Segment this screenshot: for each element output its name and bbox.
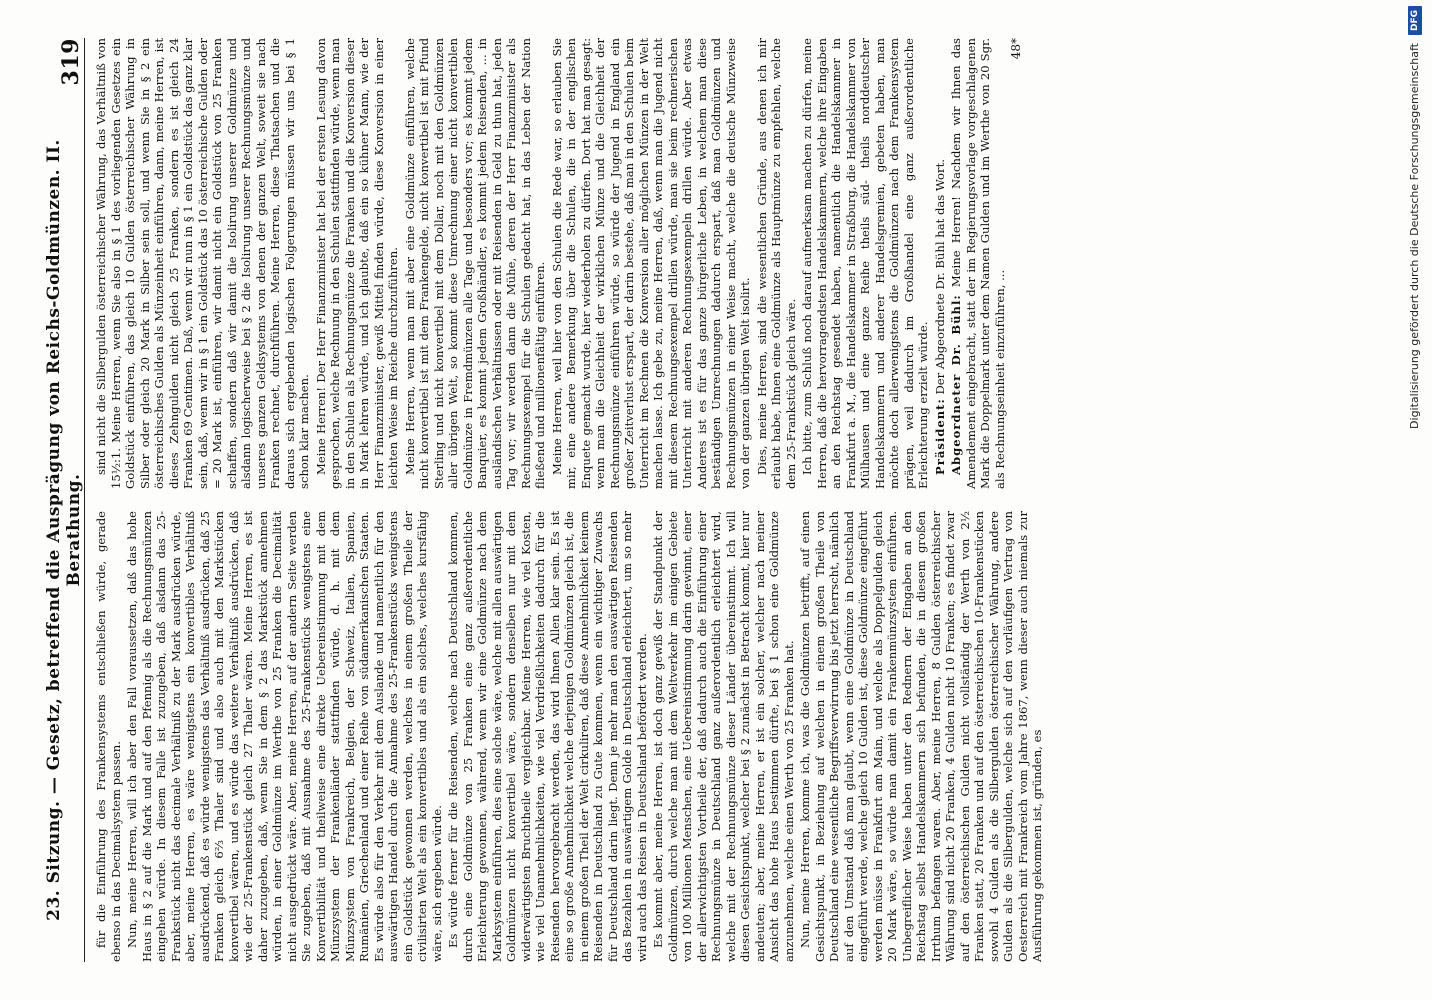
paragraph: Nun, meine Herren, will ich aber den Fall voraussetzen, daß das hohe Haus in § 2 auf die Mark und auf den Pfennig als die Rechnungsmünzen eingehen würde. In diesem Falle ist zuzugeben, daß alsdann das 25-Frankstück nicht das decimale Verhältniß zu der Mark ausdrücken würde, aber, meine Herren, es wäre wenigstens ein konvertibles Verhältniß ausdrückend, daß es würde wenigstens das Verhältniß ausdrücken, daß 25 Franken gleich 6⅔ Thaler sind und also auch mit den Markstücken konvertibel wären, und es würde das weitere Verhältniß ausdrücken, daß wie der 25-Frankenstück gleich 27 Thaler wären. Meine Herren, es ist daher zuzugeben, daß, wenn Sie in dem § 2 das Markstück annehmen würden, in einer Goldmünze im Werthe von 25 Franken die Decimalität nicht ausgedrückt wäre. Aber, meine Herren, auf der andern Seite werden Sie zugeben, daß mit Ausnahme des 25-Frankenstücks wenigstens eine Konvertibilität und theilweise eine direkte Uebereinstimmung mit dem Münzsystem der Frankenländer stattfinden würde, d. h. mit dem Münzsystem von Frankreich, Belgien, der Schweiz, Italien, Spanien, Rumänien, Griechenland und einer Reihe von südamerikanischen Staaten. Es würde also für den Verkehr mit dem Auslande und namentlich für den auswärtigen Handel durch die Annahme des 25-Frankenstücks wenigstens ein Goldstück gewonnen werden, welches in einem großen Theile der civilisirten Welt als ein konvertibles und als ein solches, welches kursfähig wäre, sich ergeben würde. (125, 511, 444, 962)
left-column (94, 511, 1380, 962)
page-number: 319 (58, 38, 84, 86)
speech-paragraph (933, 38, 948, 489)
paragraph: sind nicht die Silbergulden österreichischer Währung, das Verhältniß von 15½:1. Meine Herren, wenn Sie also in § 1 des vorliegenden Gesetzes ein Goldstück einführen, das gleich 10 Gulden österreichischer Währung in Silber oder gleich 20 Mark in Silber sein soll, und wenn Sie in § 2 ein österreichisches Gulden als Münzeinheit einführen, dann, meine Herren, ist dieses Zehngulden nicht gleich 25 Franken, sondern es ist gleich 24 Franken 69 Centimen. Daß, wenn wir nun in § 1 ein Goldstück das ganz klar sein, daß, wenn wir in § 1 ein Goldstück das 10 österreichische Gulden oder = 20 Mark ist, einführen, wir damit nicht ein Goldstück von 25 Franken schaffen, sondern daß wir damit die Isolirung unserer Goldmünze und alsdann logischerweise bei § 2 die Isolirung unserer Rechnungsmünze und unseres ganzen Geldsystems von denen der ganzen Welt, soweit sie nach Franken rechnet, durchführen. Meine Herren, diese Thatsachen und die daraus sich ergebenden logischen Folgerungen müssen wir uns bei § 1 schon klar machen. (94, 38, 311, 489)
paragraph: Meine Herren! Der Herr Finanzminister hat bei der ersten Lesung davon gesprochen, welche Rechnung in den Schulen stattfinden würde, wenn man in den Schulen als Rechnungsmünze die Franken und die Konversion dieser in Mark lehren würde, und ich glaubte, daß ein so kühner Mann, wie der Herr Finanzminister, gewiß Mittel finden würde, diese Konversion in einer leichten Weise im Reiche durchzuführen. (313, 38, 400, 489)
paragraph: Dies, meine Herren, sind die wesentlichen Gründe, aus denen ich mir erlaubt habe, Ihnen eine Goldmünze als Hauptmünze zu empfehlen, welche dem 25-Frankstück gleich wäre. (754, 38, 798, 489)
speech-text: Meine Herren! Nachdem wir Ihnen das Amendement eingebracht, statt der im Regierungsvorlage vorgeschlagenen Mark die Doppelmark unter dem Namen Gulden und im Werthe von 20 Sgr. als Rechnungseinheit einzuführen, ... (949, 38, 1007, 489)
running-header (44, 38, 85, 962)
margin-credit-rotated (1404, 6, 1426, 996)
speech-paragraph (949, 38, 1007, 489)
rotated-page-content (44, 20, 1390, 980)
margin-credit (1404, 6, 1426, 996)
speaker-name: Präsident: (932, 398, 947, 475)
paragraph: Meine Herren, weil hier von den Schulen die Rede war, so erlauben Sie mir, eine andere Bemerkung über die Schulen, die in der englischen Enquete gemacht wurde, hier wiederholen zu dürfen. Dort hat man gesagt: wenn man die Gleichheit der wirklichen Münze und die Gleichheit der Rechnungsmünze einführen würde, so würde der Jugend in England ein großer Zeitverlust erspart, der darin bestehe, daß man in den Schulen beim Unterricht im Rechnen die Konversion aller möglichen Münzen in der Welt machen lasse. Ich gebe zu, meine Herren, daß, wenn man die Jugend nicht mit diesem Rechnungsexempel drillen würde, man sie beim rechnerischen Unterricht mit anderen Rechnungsexempeln drillen würde. Aber etwas Anderes ist es für das ganze bürgerliche Leben, in welchem man diese beständigen Umrechnungen dadurch erspart, daß man Goldmünzen und Rechnungsmünzen in einer Weise macht, welche die deutsche Münzweise von der ganzen übrigen Welt isolirt. (549, 38, 752, 489)
dfg-logo: DFG (1408, 6, 1422, 35)
text-columns (94, 38, 1380, 962)
paragraph: Es würde ferner für die Reisenden, welche nach Deutschland kommen, durch eine Goldmünze von 25 Franken eine ganz außerordentliche Erleichterung gewonnen, während, wenn wir eine Goldmünze nach dem Marksystem einführen, dies eine solche wäre, welche mit allen auswärtigen Goldmünzen nicht konvertibel wäre, sondern denselben nur mit dem widerwärtigsten Bruchtheile vergleichbar. Meine Herren, wie viel Kosten, wie viel Unannehmlichkeiten, wie viel Verdrießlichkeiten dadurch für die Reisenden hervorgebracht werden, das wird Ihnen Allen klar sein. Es ist eine so große Annehmlichkeit welche derjenigen Goldmünzen gleich ist, die in einem großen Theil der Welt cirkuliren, daß diese Annehmlichkeit keinem Reisenden in Deutschland zu Gute kommen, wenn ein wichtiger Zuwachs für Deutschland darin liegt. Denn je mehr man den auswärtigen Reisenden das Bezahlen in auswärtigem Golde in Deutschland erleichtert, um so mehr wird auch das Reisen in Deutschland befördert werden. (446, 511, 649, 962)
paragraph: für die Einführung des Frankensystems entschließen würde, gerade ebenso in das Decimalsystem passen. (94, 511, 123, 962)
paragraph: Es kommt aber, meine Herren, ist doch ganz gewiß der Standpunkt der Goldmünzen, durch welche man mit dem Weltverkehr im einigen Gebiete von 100 Millionen Menschen, eine Uebereinstimmung darin gewinnt, einer der allerwichtigsten Vortheile der, daß dadurch auch die Einführung einer Rechnungsmünze in Deutschland ganz außerordentlich erleichtert wird, welche mit der Rechnungsmünze dieser Länder übereinstimmt. Ich will diesen Gesichtspunkt, welcher bei § 2 zunächst in Betracht kommt, hier nur andeuten; aber, meine Herren, er ist ein solcher, welcher nach meiner Ansicht das hohe Haus bestimmen dürfte, bei § 1 schon eine Goldmünze anzunehmen, welche einen Werth von 25 Franken hat. (651, 511, 796, 962)
paragraph: Ich bitte, zum Schluß noch darauf aufmerksam machen zu dürfen, meine Herren, daß die hervorragendsten Handelskammern, welche ihre Eingaben an den Reichstag gesendet haben, namentlich die Handelskammer in Frankfurt a. M., die Handelskammer in Straßburg, die Handelskammer von Mülhausen und eine ganze Reihe theils süd- theils norddeutscher Handelskammern und anderer Handelsgremien, gebeten haben, man möchte doch allerwenigstens die Goldmünzen nach dem Frankensystem prägen, weil dadurch im Großhandel eine ganz außerordentliche Erleichterung erzielt würde. (800, 38, 930, 489)
signature-mark: 48* (1009, 38, 1023, 60)
paragraph: Nun, meine Herren, komme ich, was die Goldmünzen betrifft, auf einen Gesichtspunkt, in Beziehung auf welchen in einem großen Theile von Deutschland eine wesentliche Begriffsverwirrung bis jetzt herrscht, nämlich auf den Umstand daß man glaubt, wenn eine Goldmünze in Deutschland eingeführt werde, welche gleich 10 Gulden ist, diese Goldmünze eingeführt werden müsse in Frankfurt am Main, und welche als Doppelgulden gleich 20 Mark wäre, so würde man damit ein Frankenmünzsystem einführen. Unbegreiflicher Weise haben unter den Rednern der Eingaben an den Reichstag selbst Handelskammern sich befunden, die in diesem großen Irrthum befangen waren. Aber, meine Herren, 8 Gulden österreichischer Währung sind nicht 20 Franken, 4 Gulden nicht 10 Franken; es findet zwar auf den österreichischen Gulden nicht vollständig der Werth von 2½ Franken statt, 20 Franken und auf den österreichischen 10-Frankenstücken sowohl 4 Gulden als die Silbergulden österreichischer Währung, andere Gulden als die Silbergulden, welche sich auf den vorläufigen Vertrag von Oesterreich mit Frankreich vom Jahre 1867, wenn dieser auch niemals zur Ausführung gekommen ist, gründen, es (798, 511, 1044, 962)
right-column (94, 38, 1380, 489)
paragraph: Meine Herren, wenn man mit aber eine Goldmünze einführen, welche nicht konvertibel ist mit dem Frankengelde, nicht konvertibel ist mit Pfund Sterling und nicht konvertibel mit dem Dollar, noch mit den Goldmünzen aller übrigen Welt, so kommt diese Umrechnung einer nicht konvertiblen Goldmünze in Fremdmünzen alle Tage und besonders vor; es kommt jedem Banquier, es kommt jedem Großhändler, es kommt jedem Reisenden, ... in ausländischen Verhältnissen oder mit Reisenden in Geld zu thun hat, jeden Tag vor; wir werden dann die Mühe, deren der Herr Finanzminister als Rechnungsexempel für die Schulen gedacht hat, in das Leben der Nation fließend und millionenfältig einführen. (402, 38, 547, 489)
speech-text: Der Abgeordnete Dr. Bühl hat das Wort. (932, 159, 947, 399)
running-head-title: 23. Sitzung. — Gesetz, betreffend die Ausprägung von Reichs-Goldmünzen. II. Berathung. (44, 139, 84, 921)
speaker-name: Abgeordneter Dr. Bühl: (949, 294, 963, 475)
funding-credit-text: Digitalisierung gefördert durch die Deutsche Forschungsgemeinschaft (1408, 43, 1421, 429)
